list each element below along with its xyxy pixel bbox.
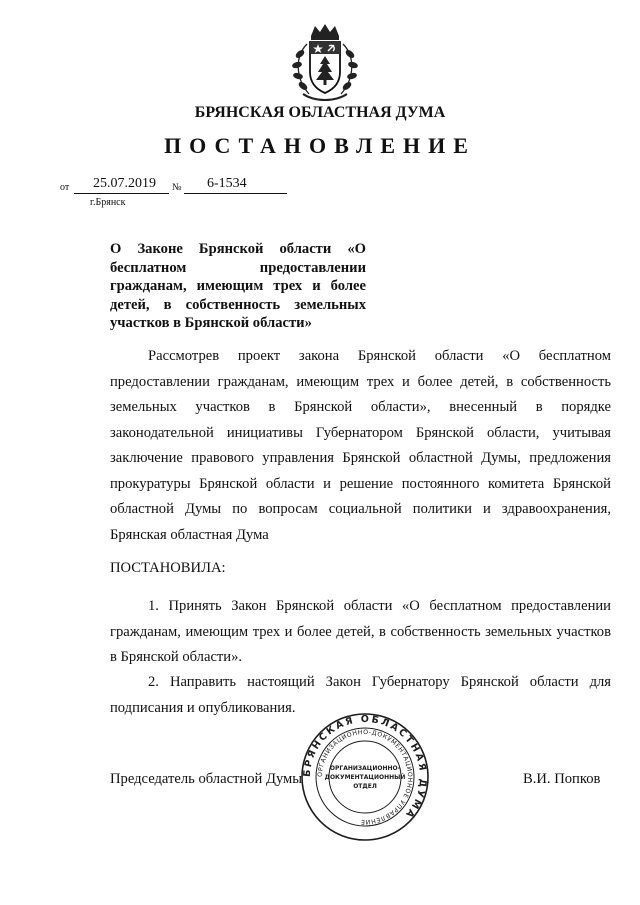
signatory-name: В.И. Попков [523, 771, 601, 787]
signatory-position: Председатель областной Думы [110, 771, 303, 787]
coat-of-arms-icon [289, 22, 361, 104]
document-date: 25.07.2019 [93, 176, 156, 191]
date-prefix: от [60, 182, 70, 193]
document-place: г.Брянск [90, 197, 126, 208]
document-type: ПОСТАНОВЛЕНИЕ [164, 133, 476, 158]
seal-center-line-1: ОРГАНИЗАЦИОННО- [329, 765, 401, 772]
seal-center-line-3: ОТДЕЛ [353, 783, 377, 790]
seal-outer-text: БРЯНСКАЯ ОБЛАСТНАЯ ДУМА [301, 713, 429, 822]
resolution-item-2: 2. Направить настоящий Закон Губернатору Брянской области для подписания и опубликования. [110, 674, 611, 716]
seal-center-line-2: ДОКУМЕНТАЦИОННЫЙ [324, 774, 406, 781]
document-number: 6-1534 [207, 176, 247, 191]
preamble-paragraph: Рассмотрев проект закона Брянской области «О бесплатном предоставлении гражданам, имеющим трех и более детей, в собственность земельных участков в Брянской области», внесенный в порядке законодательной инициативы Губернатором Брянской области, учитывая заключение правового управления Брянской областной Думы, предложения прокуратуры Брянской области и решение постоянного комитета Брянской областной Думы по вопросам социальной политики и здравоохранения, Брянская областная Дума [110, 348, 611, 543]
seal-inner-text: ОРГАНИЗАЦИОННО-ДОКУМЕНТАЦИОННОЕ УПРАВЛЕНИЕ [316, 728, 414, 826]
official-seal [300, 712, 430, 842]
organization-name: БРЯНСКАЯ ОБЛАСТНАЯ ДУМА [194, 104, 446, 121]
number-underline [184, 193, 287, 194]
number-prefix: № [172, 182, 182, 193]
document-title: О Законе Брянской области «О бесплатном предоставлении гражданам, имеющим трех и более детей, в собственность земельных участков в Брянской области» [110, 241, 366, 331]
resolution-item-1: 1. Принять Закон Брянской области «О бесплатном предоставлении гражданам, имеющим трех и более детей, в собственность земельных участков в Брянской области». [110, 598, 611, 665]
ruling-heading: ПОСТАНОВИЛА: [110, 560, 226, 576]
date-underline [74, 193, 169, 194]
